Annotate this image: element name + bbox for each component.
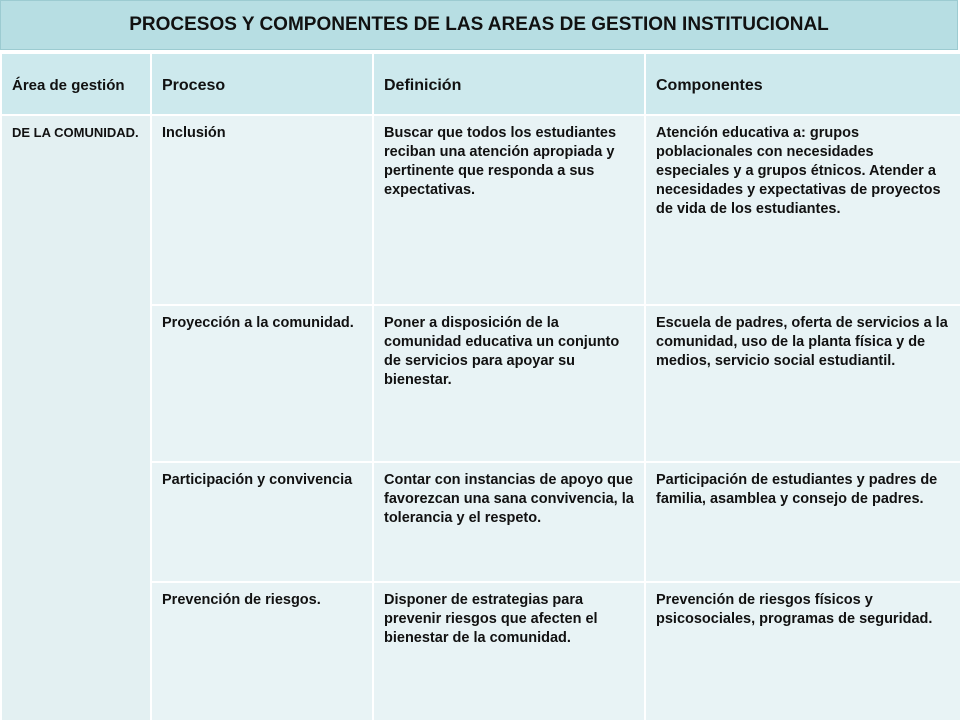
proceso-cell: Proyección a la comunidad. xyxy=(151,305,373,462)
process-table xyxy=(0,52,960,720)
componentes-cell: Participación de estudiantes y padres de familia, asamblea y consejo de padres. xyxy=(645,462,960,582)
definicion-cell: Poner a disposición de la comunidad educativa un conjunto de servicios para apoyar su bienestar. xyxy=(373,305,645,462)
componentes-cell: Atención educativa a: grupos poblacionales con necesidades especiales y a grupos étnicos. Atender a necesidades y expectativas de proyectos de vida de los estudiantes. xyxy=(645,115,960,305)
header-area: Área de gestión xyxy=(1,53,151,115)
table-row xyxy=(1,115,960,305)
definicion-cell: Disponer de estrategias para prevenir riesgos que afecten el bienestar de la comunidad. xyxy=(373,582,645,720)
definicion-cell: Buscar que todos los estudiantes reciban una atención apropiada y pertinente que responda a sus expectativas. xyxy=(373,115,645,305)
page-title: PROCESOS Y COMPONENTES DE LAS AREAS DE GESTION INSTITUCIONAL xyxy=(0,0,958,50)
area-cell: DE LA COMUNIDAD. xyxy=(1,115,151,720)
proceso-cell: Inclusión xyxy=(151,115,373,305)
proceso-cell: Prevención de riesgos. xyxy=(151,582,373,720)
proceso-cell: Participación y convivencia xyxy=(151,462,373,582)
definicion-cell: Contar con instancias de apoyo que favorezcan una sana convivencia, la tolerancia y el respeto. xyxy=(373,462,645,582)
table-header-row xyxy=(1,53,960,115)
header-proceso: Proceso xyxy=(151,53,373,115)
header-componentes: Componentes xyxy=(645,53,960,115)
componentes-cell: Prevención de riesgos físicos y psicosociales, programas de seguridad. xyxy=(645,582,960,720)
header-definicion: Definición xyxy=(373,53,645,115)
componentes-cell: Escuela de padres, oferta de servicios a la comunidad, uso de la planta física y de medios, servicio social estudiantil. xyxy=(645,305,960,462)
